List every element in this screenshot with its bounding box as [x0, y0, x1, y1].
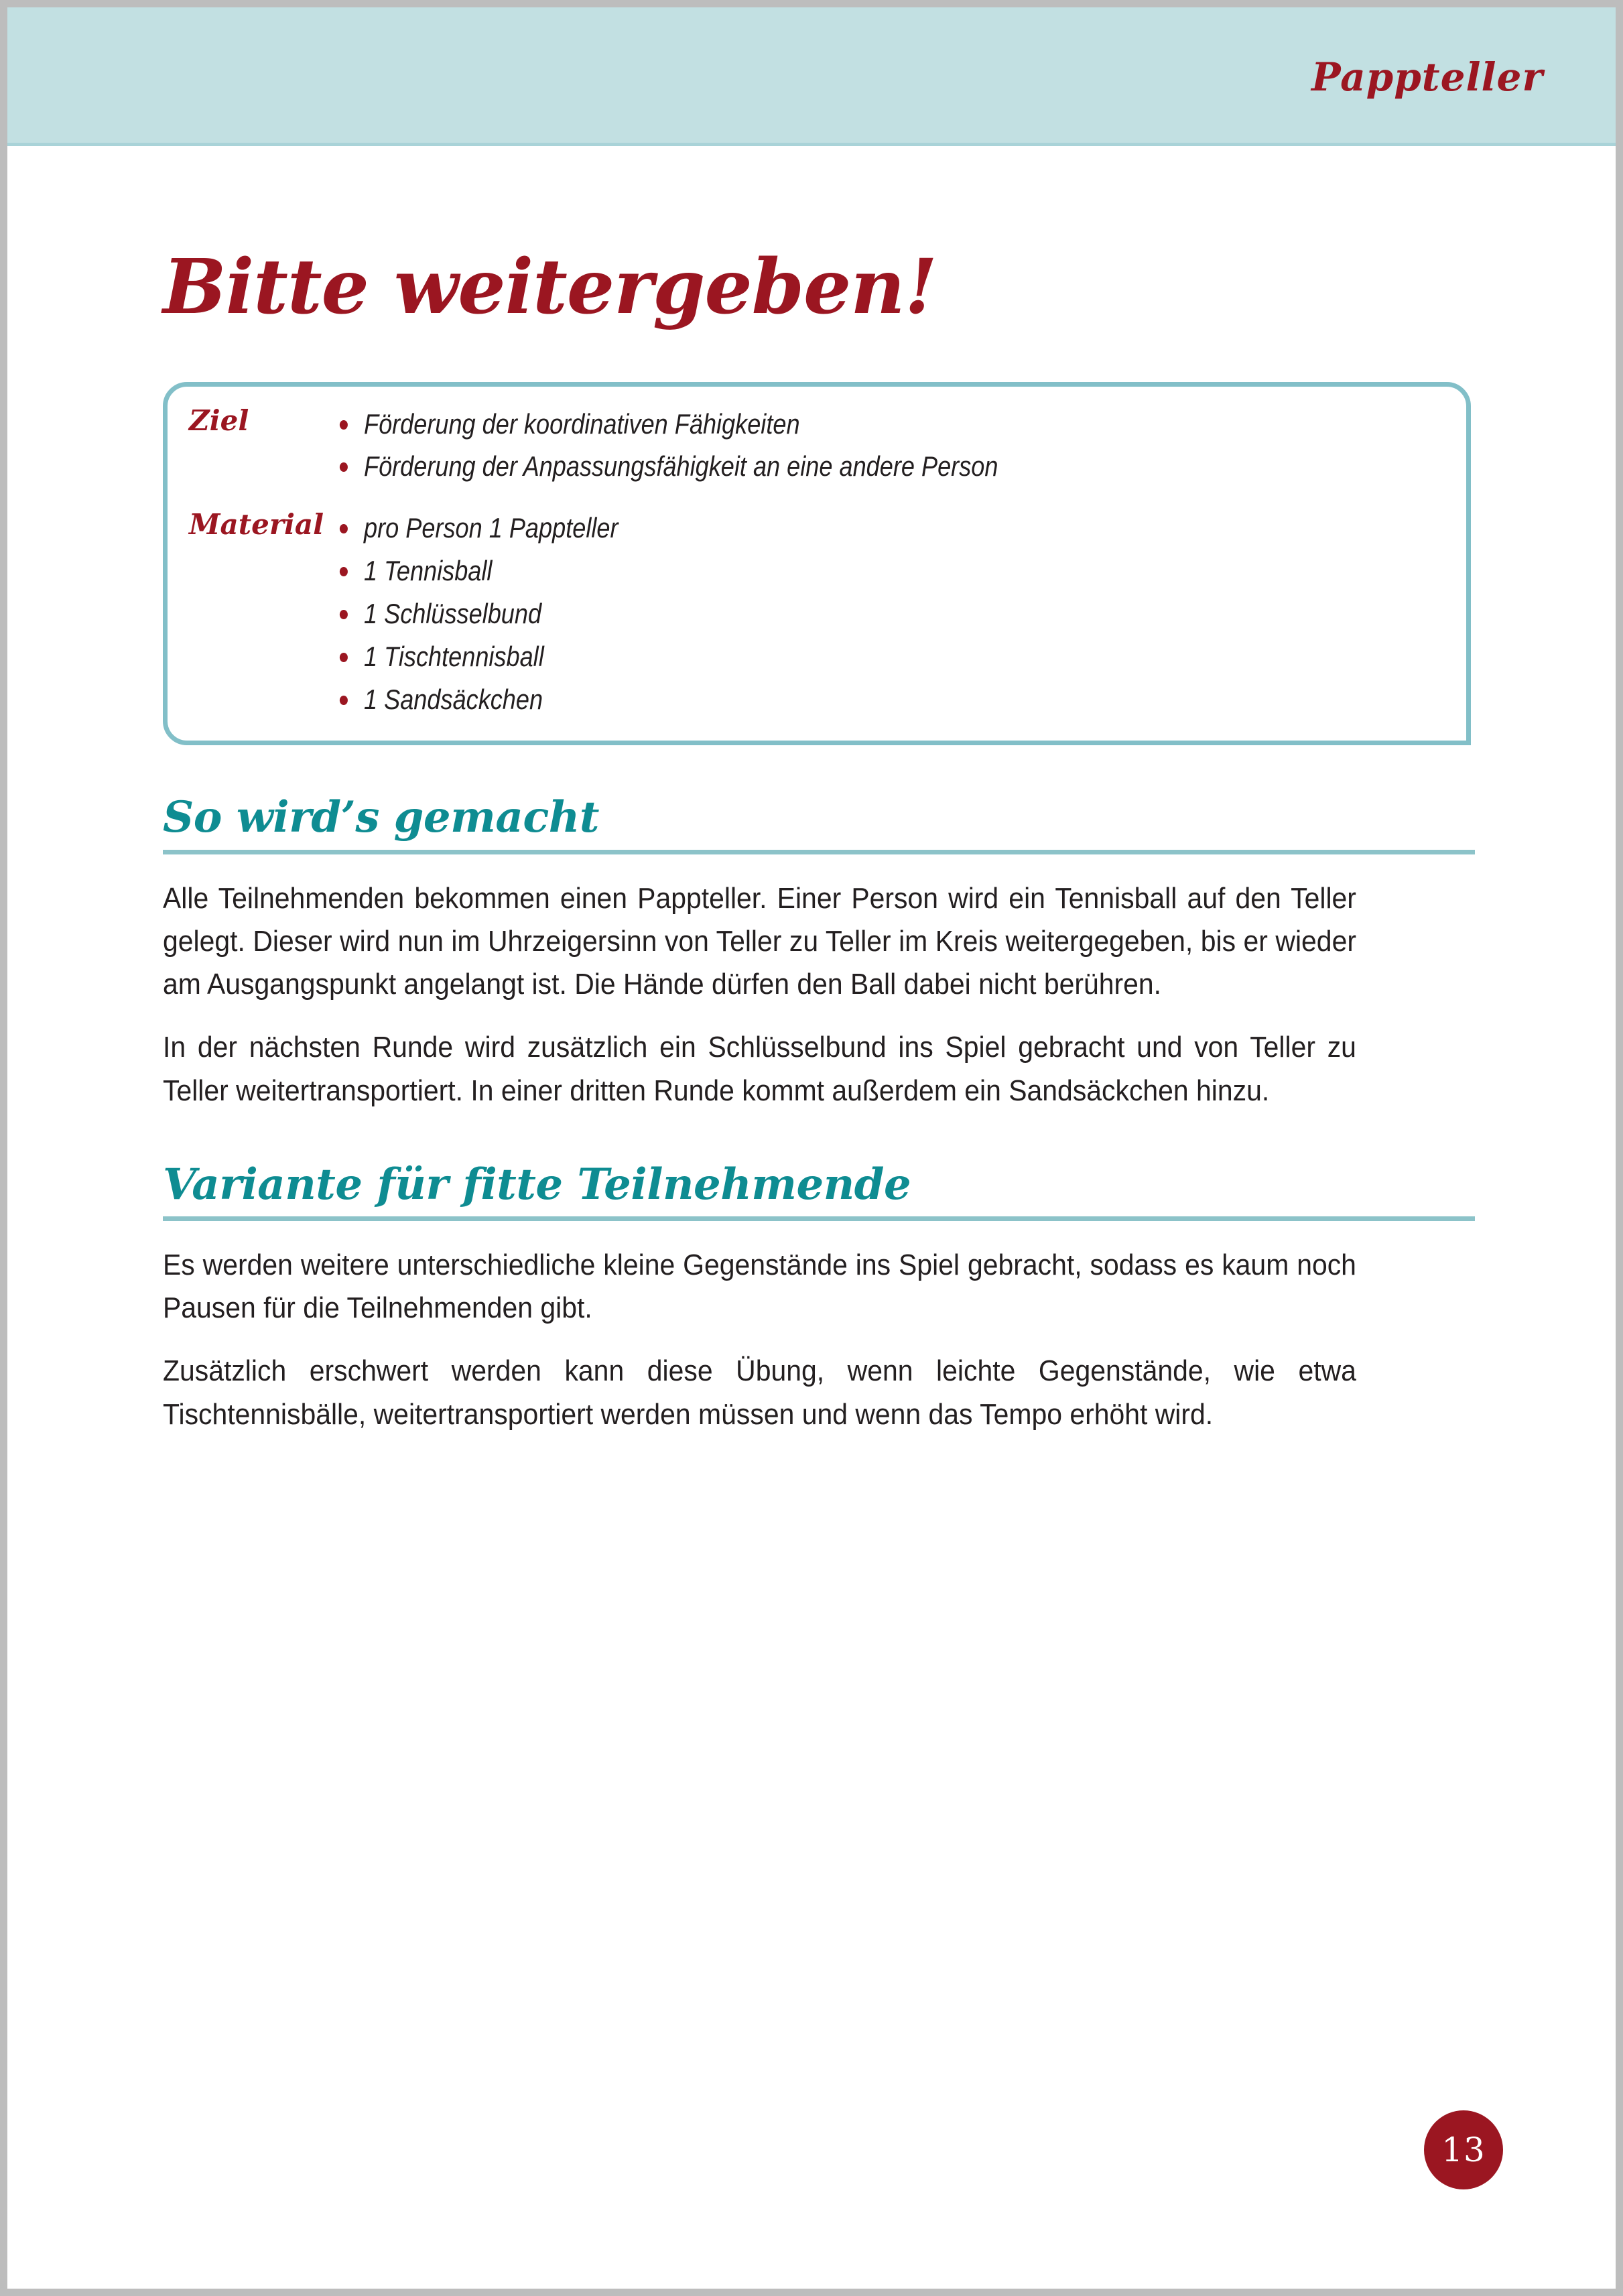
- list-item: pro Person 1 Pappteller: [335, 507, 1308, 550]
- running-header-title: Pappteller: [1311, 54, 1543, 100]
- list-item: Förderung der koordinativen Fähigkeiten: [335, 403, 1308, 446]
- list-item: 1 Schlüsselbund: [335, 592, 1308, 635]
- info-box: [163, 382, 1471, 746]
- list-item: 1 Sandsäckchen: [335, 678, 1308, 721]
- running-header-band: [7, 7, 1616, 146]
- info-row-ziel: [168, 403, 1466, 489]
- info-label-ziel: Ziel: [189, 403, 249, 437]
- paragraph: Zusätzlich erschwert werden kann diese Übung, wenn leichte Gegenstände, wie etwa Tischtennisbälle, weitertransportiert werden müssen und wenn das Tempo erhöht wird.: [163, 1354, 1356, 1431]
- heading-rule: [163, 850, 1475, 854]
- list-item: 1 Tischtennisball: [335, 635, 1308, 678]
- paragraph: Es werden weitere unterschiedliche kleine Gegenstände ins Spiel gebracht, sodass es kaum noch Pausen für die Teilnehmenden gibt.: [163, 1248, 1356, 1325]
- paragraph: Alle Teilnehmenden bekommen einen Pappteller. Einer Person wird ein Tennisball auf den Teller gelegt. Dieser wird nun im Uhrzeigersinn von Teller zu Teller im Kreis weitergegeben, bis er wieder am Ausgangspunkt angelangt ist. Die Hände dürfen den Ball dabei nicht berühren.: [163, 881, 1356, 1001]
- page-content: [163, 146, 1475, 1436]
- paragraph: In der nächsten Runde wird zusätzlich ein Schlüsselbund ins Spiel gebracht und von Teller zu Teller weitertransportiert. In einer dritten Runde kommt außerdem ein Sandsäckchen hinzu.: [163, 1031, 1356, 1107]
- heading-rule: [163, 1216, 1475, 1221]
- info-row-material: [168, 507, 1466, 720]
- list-item: Förderung der Anpassungsfähigkeit an eine andere Person: [335, 445, 1308, 488]
- info-label-material: Material: [189, 508, 324, 541]
- page-title: Bitte weitergeben!: [163, 243, 937, 331]
- section-heading-so-wirds-gemacht: So wird’s gemacht: [163, 792, 599, 843]
- list-item: 1 Tennisball: [335, 550, 1308, 592]
- info-list-material: [335, 507, 1466, 720]
- info-list-ziel: [335, 403, 1466, 489]
- page-number-badge: 13: [1424, 2110, 1503, 2189]
- section-heading-variante: Variante für fitte Teilnehmende: [163, 1159, 911, 1210]
